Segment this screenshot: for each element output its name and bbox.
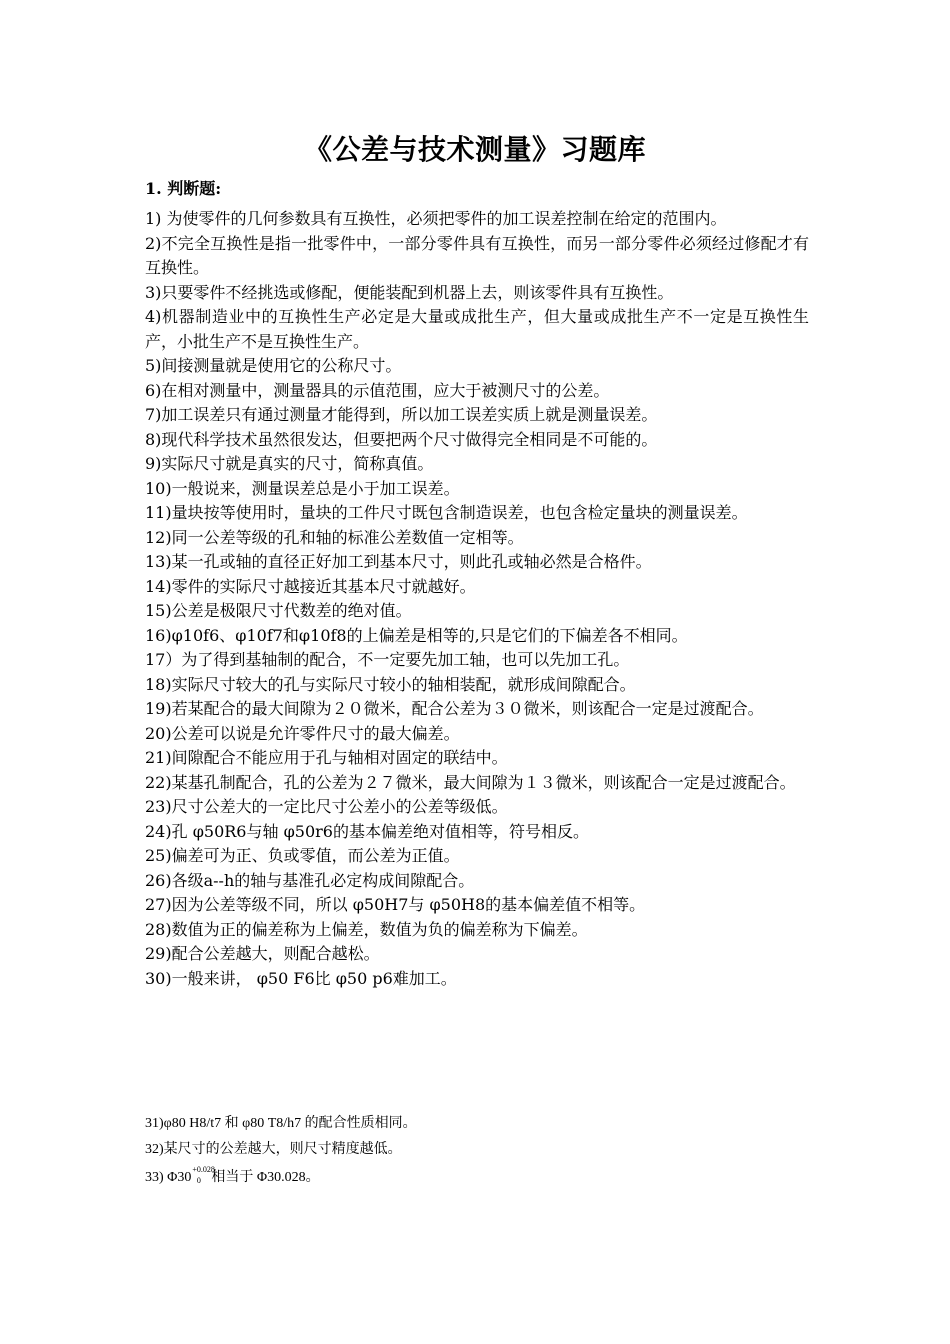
question-item: 29)配合公差越大，则配合越松。 (145, 944, 380, 963)
question-item: 30)一般来讲， φ50 F6比 φ50 p6难加工。 (145, 968, 457, 988)
question-item: 26)各级a--h的轴与基准孔必定构成间隙配合。 (145, 870, 475, 890)
question-item: 8)现代科学技术虽然很发达，但要把两个尺寸做得完全相同是不可能的。 (145, 429, 658, 449)
question-item: 13)某一孔或轴的直径正好加工到基本尺寸，则此孔或轴必然是合格件。 (145, 552, 652, 571)
question-item: 20)公差可以说是允许零件尺寸的最大偏差。 (145, 723, 460, 743)
document-title: 《公差与技术测量》习题库 (303, 133, 646, 166)
question-item: 6)在相对测量中，测量器具的示值范围，应大于被测尺寸的公差。 (145, 380, 610, 400)
question-item-33 (145, 1165, 809, 1192)
question-item: 4)机器制造业中的互换性生产必定是大量或成批生产，但大量或成批生产不一定是互换性生产，小批生产不是互换性生产。 (145, 307, 809, 351)
question-item: 3)只要零件不经挑选或修配，便能装配到机器上去，则该零件具有互换性。 (145, 282, 674, 302)
question-item: 1) 为使零件的几何参数具有互换性，必须把零件的加工误差控制在给定的范围内。 (145, 209, 727, 228)
question-item: 15)公差是极限尺寸代数差的绝对值。 (145, 601, 412, 620)
question-item: 10)一般说来，测量误差总是小于加工误差。 (145, 478, 460, 498)
question-item: 18)实际尺寸较大的孔与实际尺寸较小的轴相装配，就形成间隙配合。 (145, 674, 636, 694)
question-item: 27)因为公差等级不同，所以 φ50H7与 φ50H8的基本偏差值不相等。 (145, 895, 646, 914)
question-item: 14)零件的实际尺寸越接近其基本尺寸就越好。 (145, 576, 476, 596)
question-item: 16)φ10f6、φ10f7和φ10f8的上偏差是相等的,只是它们的下偏差各不相同。 (145, 625, 688, 645)
upper-deviation: +0.028 (192, 1165, 215, 1174)
question-item: 7)加工误差只有通过测量才能得到，所以加工误差实质上就是测量误差。 (145, 405, 658, 424)
question-item: 23)尺寸公差大的一定比尺寸公差小的公差等级低。 (145, 797, 508, 816)
question-item-31: 31)φ80 H8/t7 和 φ80 T8/h7 的配合性质相同。 (145, 1116, 417, 1131)
question-item: 28)数值为正的偏差称为上偏差，数值为负的偏差称为下偏差。 (145, 919, 588, 939)
question-item: 2)不完全互换性是指一批零件中，一部分零件具有互换性，而另一部分零件必须经过修配才有互换性。 (145, 233, 809, 277)
question-item: 25)偏差可为正、负或零值，而公差为正值。 (145, 846, 460, 865)
question-item: 24)孔 φ50R6与轴 φ50r6的基本偏差绝对值相等，符号相反。 (145, 821, 589, 841)
question-item: 11)量块按等使用时，量块的工件尺寸既包含制造误差，也包含检定量块的测量误差。 (145, 503, 748, 522)
question-item: 9)实际尺寸就是真实的尺寸，简称真值。 (145, 454, 434, 473)
item33-suffix: 相当于 Φ30.028。 (200, 1170, 320, 1185)
lower-deviation: 0 (196, 1176, 201, 1185)
item33-prefix: 33) Φ30 (145, 1170, 192, 1185)
question-item: 19)若某配合的最大间隙为２０微米，配合公差为３０微米，则该配合一定是过渡配合。 (145, 699, 764, 718)
question-item: 21)间隙配合不能应用于孔与轴相对固定的联结中。 (145, 748, 508, 767)
section-heading: 1. 判断题: (145, 179, 222, 198)
question-item: 5)间接测量就是使用它的公称尺寸。 (145, 356, 402, 375)
question-item: 22)某基孔制配合，孔的公差为２７微米，最大间隙为１３微米，则该配合一定是过渡配合。 (145, 772, 796, 792)
question-list (145, 207, 809, 991)
question-item-32: 32)某尺寸的公差越大，则尺寸精度越低。 (145, 1142, 402, 1157)
question-item: 12)同一公差等级的孔和轴的标准公差数值一定相等。 (145, 527, 524, 547)
question-item: 17）为了得到基轴制的配合，不一定要先加工轴，也可以先加工孔。 (145, 650, 630, 669)
